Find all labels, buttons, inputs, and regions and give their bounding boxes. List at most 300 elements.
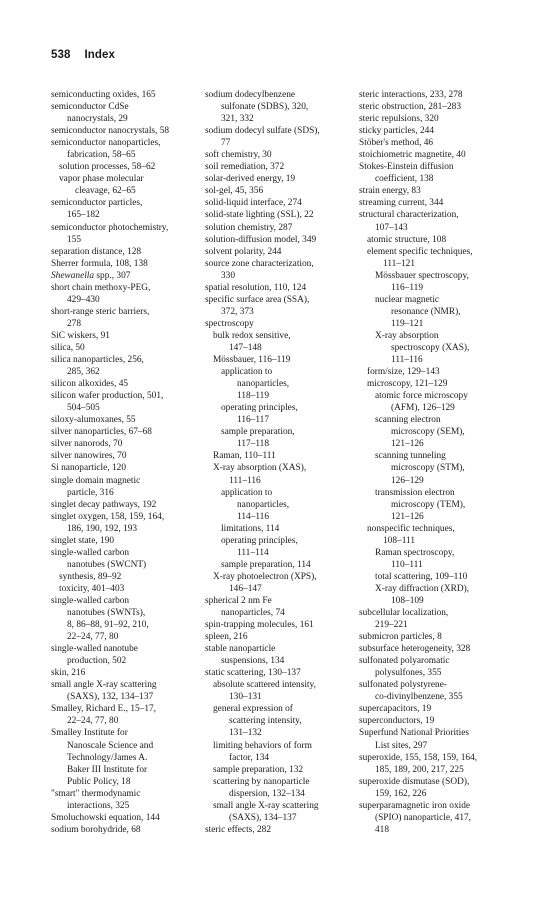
index-term: specific surface area (SSA), bbox=[205, 294, 310, 305]
index-entry bbox=[359, 547, 514, 571]
index-term: spectroscopy bbox=[205, 318, 254, 329]
index-term: Mössbauer spectroscopy, bbox=[375, 270, 469, 281]
index-term: singlet state, 190 bbox=[51, 535, 115, 546]
index-term: Stöber's method, 46 bbox=[359, 138, 434, 149]
index-term: single-walled carbon bbox=[51, 595, 130, 606]
index-term: solid-liquid interface, 274 bbox=[205, 198, 302, 209]
index-entry bbox=[205, 776, 355, 800]
index-term: superoxide, 155, 158, 159, 164, bbox=[359, 752, 478, 763]
index-continuation: 116–117 bbox=[237, 415, 270, 426]
index-continuation: suspensions, 134 bbox=[221, 656, 285, 667]
index-term: supercapacitors, 19 bbox=[359, 704, 432, 715]
index-entry bbox=[359, 571, 514, 583]
index-term: semiconductor nanocrystals, 58 bbox=[51, 126, 170, 137]
index-term: semiconductor photochemistry, bbox=[51, 222, 169, 233]
index-entry bbox=[359, 643, 514, 655]
index-term: soil remediation, 372 bbox=[205, 162, 285, 173]
index-entry bbox=[359, 523, 514, 547]
index-term: solution chemistry, 287 bbox=[205, 222, 293, 233]
index-term: element specific techniques, bbox=[367, 246, 473, 257]
index-entry bbox=[205, 679, 355, 703]
index-entry bbox=[51, 812, 201, 824]
index-entry bbox=[359, 161, 514, 185]
index-term: solvent polarity, 244 bbox=[205, 246, 282, 257]
index-term: silver nanowires, 70 bbox=[51, 451, 127, 462]
index-continuation: dispersion, 132–134 bbox=[229, 788, 305, 799]
index-entry bbox=[51, 595, 201, 643]
index-continuation: 146–147 bbox=[229, 583, 262, 594]
index-entry bbox=[205, 462, 355, 486]
page-title: Index bbox=[84, 49, 116, 61]
index-entry bbox=[359, 607, 514, 631]
index-entry bbox=[51, 583, 201, 595]
index-entry bbox=[359, 776, 514, 800]
index-entry bbox=[51, 643, 201, 667]
index-term: "smart" thermodynamic bbox=[51, 788, 141, 799]
index-continuation: 107–143 bbox=[375, 222, 408, 233]
index-entry bbox=[205, 173, 355, 185]
index-term: steric repulsions, 320 bbox=[359, 114, 439, 125]
index-continuation: microscopy (TEM), bbox=[391, 499, 466, 510]
index-continuation: nanoparticles, bbox=[237, 499, 290, 510]
index-entry bbox=[205, 209, 355, 221]
index-term: solution processes, 58–62 bbox=[59, 162, 156, 173]
index-continuation: 22–24, 77, 80 bbox=[67, 632, 119, 643]
index-term: Si nanoparticle, 120 bbox=[51, 463, 126, 474]
index-entry bbox=[205, 535, 355, 559]
index-entry bbox=[51, 462, 201, 474]
index-term: stable nanoparticle bbox=[205, 644, 276, 655]
index-continuation: nanoparticles, 74 bbox=[221, 608, 285, 619]
index-term: scanning electron bbox=[375, 415, 441, 426]
index-continuation: 418 bbox=[375, 824, 390, 835]
index-term: structural characterization, bbox=[359, 210, 459, 221]
index-term: X-ray diffraction (XRD), bbox=[375, 583, 470, 594]
index-term: steric interactions, 233, 278 bbox=[359, 90, 463, 100]
index-continuation: 278 bbox=[67, 318, 82, 329]
index-continuation: 117–118 bbox=[237, 439, 270, 450]
index-term: siloxy-alumoxanes, 55 bbox=[51, 415, 136, 426]
index-entry bbox=[205, 667, 355, 679]
index-term: application to bbox=[221, 367, 273, 378]
index-entry bbox=[51, 101, 201, 125]
index-entry bbox=[51, 438, 201, 450]
index-entry bbox=[51, 426, 201, 438]
index-entry bbox=[51, 270, 201, 282]
index-term: operating principles, bbox=[221, 403, 298, 414]
index-entry bbox=[205, 125, 355, 149]
page-header bbox=[51, 49, 115, 61]
index-continuation: 108–111 bbox=[383, 535, 416, 546]
index-term: small angle X-ray scattering bbox=[51, 680, 157, 691]
index-entry bbox=[51, 258, 201, 270]
index-entry bbox=[51, 197, 201, 221]
index-entry bbox=[51, 535, 201, 547]
index-term: vapor phase molecular bbox=[59, 174, 144, 185]
index-continuation: coefficient, 138 bbox=[375, 174, 434, 185]
index-continuation: 110–111 bbox=[391, 559, 423, 570]
index-continuation: resonance (NMR), bbox=[391, 306, 461, 317]
index-column-3 bbox=[359, 89, 514, 836]
index-term: nuclear magnetic bbox=[375, 294, 440, 305]
index-entry bbox=[205, 354, 355, 366]
index-continuation: spectroscopy (XAS), bbox=[391, 342, 470, 353]
index-term: small angle X-ray scattering bbox=[213, 800, 319, 811]
index-continuation: 130–131 bbox=[229, 692, 262, 703]
index-entry bbox=[205, 740, 355, 764]
index-term: submicron particles, 8 bbox=[359, 632, 442, 643]
index-entry bbox=[359, 234, 514, 246]
index-continuation: microscopy (SEM), bbox=[391, 427, 465, 438]
index-continuation: 111–116 bbox=[229, 475, 261, 486]
index-continuation: 131–132 bbox=[229, 728, 262, 739]
index-entry bbox=[359, 101, 514, 113]
index-entry bbox=[359, 113, 514, 125]
index-entry bbox=[51, 511, 201, 535]
index-entry bbox=[359, 330, 514, 366]
index-continuation: 77 bbox=[221, 138, 231, 149]
index-continuation: 116–119 bbox=[391, 282, 424, 293]
index-entry bbox=[359, 450, 514, 486]
index-entry bbox=[205, 330, 355, 354]
index-term: source zone characterization, bbox=[205, 258, 314, 269]
index-term: form/size, 129–143 bbox=[367, 367, 440, 378]
index-entry bbox=[205, 246, 355, 258]
index-entry bbox=[359, 703, 514, 715]
index-term: atomic force microscopy bbox=[375, 391, 468, 402]
index-term: sample preparation, bbox=[221, 427, 295, 438]
index-continuation: fabrication, 58–65 bbox=[67, 150, 136, 161]
index-continuation: nanoparticles, bbox=[237, 379, 290, 390]
index-term: microscopy, 121–129 bbox=[367, 379, 448, 390]
index-entry bbox=[359, 390, 514, 414]
index-continuation: 504–505 bbox=[67, 403, 100, 414]
index-entry bbox=[51, 89, 201, 101]
index-term: single-walled carbon bbox=[51, 547, 130, 558]
index-continuation: Public Policy, 18 bbox=[67, 776, 131, 787]
index-term: X-ray absorption (XAS), bbox=[213, 463, 307, 474]
index-term: silicon wafer production, 501, bbox=[51, 391, 164, 402]
index-term: silicon alkoxides, 45 bbox=[51, 379, 129, 390]
index-entry bbox=[51, 137, 201, 161]
index-continuation: 321, 332 bbox=[221, 114, 254, 125]
index-entry bbox=[359, 185, 514, 197]
index-entry bbox=[205, 282, 355, 294]
index-entry bbox=[51, 125, 201, 137]
index-column-1 bbox=[51, 89, 201, 836]
index-term: short chain methoxy-PEG, bbox=[51, 282, 151, 293]
index-term: Superfund National Priorities bbox=[359, 728, 470, 739]
index-continuation: 219–221 bbox=[375, 620, 408, 631]
index-term: superparamagnetic iron oxide bbox=[359, 800, 471, 811]
index-term: skin, 216 bbox=[51, 668, 86, 679]
index-term: silica nanoparticles, 256, bbox=[51, 355, 144, 366]
index-term: limitations, 114 bbox=[221, 523, 280, 534]
index-continuation: Technology/James A. bbox=[67, 752, 148, 763]
index-term: scattering by nanoparticle bbox=[213, 776, 310, 787]
index-entry bbox=[205, 450, 355, 462]
index-continuation: 429–430 bbox=[67, 294, 100, 305]
index-continuation: scattering intensity, bbox=[229, 716, 302, 727]
index-continuation: particle, 316 bbox=[67, 487, 114, 498]
index-entry bbox=[51, 667, 201, 679]
index-continuation: 111–114 bbox=[237, 547, 269, 558]
index-continuation: 119–121 bbox=[391, 318, 424, 329]
index-entry bbox=[205, 523, 355, 535]
index-term: sulfonated polyaromatic bbox=[359, 656, 450, 667]
index-term: semiconductor particles, bbox=[51, 198, 143, 209]
index-term: total scattering, 109–110 bbox=[375, 571, 468, 582]
index-continuation: nanotubes (SWNTs), bbox=[67, 608, 146, 619]
index-entry bbox=[205, 402, 355, 426]
index-entry bbox=[205, 559, 355, 571]
index-term: nonspecific techniques, bbox=[367, 523, 455, 534]
index-term: limiting behaviors of form bbox=[213, 740, 312, 751]
index-entry bbox=[51, 330, 201, 342]
index-term: sticky particles, 244 bbox=[359, 126, 434, 137]
index-entry bbox=[51, 306, 201, 330]
index-column-2 bbox=[205, 89, 355, 836]
index-entry bbox=[359, 655, 514, 679]
index-term: Mössbauer, 116–119 bbox=[213, 355, 291, 366]
index-term: SiC wiskers, 91 bbox=[51, 330, 110, 341]
index-entry bbox=[205, 294, 355, 318]
index-continuation: 121–126 bbox=[391, 439, 424, 450]
index-continuation: (AFM), 126–129 bbox=[391, 403, 455, 414]
index-continuation: 108–109 bbox=[391, 595, 424, 606]
index-continuation: co-divinylbenzene, 355 bbox=[375, 692, 463, 703]
index-entry bbox=[205, 426, 355, 450]
index-entry bbox=[359, 125, 514, 137]
index-entry bbox=[359, 378, 514, 390]
index-term: Shewanella spp., 307 bbox=[51, 270, 131, 281]
index-entry bbox=[51, 354, 201, 378]
index-continuation: 8, 86–88, 91–92, 210, bbox=[67, 620, 149, 631]
index-continuation: (SAXS), 132, 134–137 bbox=[67, 692, 154, 703]
index-term: Raman, 110–111 bbox=[213, 451, 276, 462]
index-entry bbox=[51, 414, 201, 426]
index-term: singlet decay pathways, 192 bbox=[51, 499, 157, 510]
index-entry bbox=[359, 246, 514, 270]
index-continuation: (SAXS), 134–137 bbox=[229, 812, 297, 823]
index-term: Smalley Institute for bbox=[51, 728, 128, 739]
index-continuation: polysulfones, 355 bbox=[375, 668, 442, 679]
index-term: operating principles, bbox=[221, 535, 298, 546]
index-term: silver nanoparticles, 67–68 bbox=[51, 427, 152, 438]
index-term: static scattering, 130–137 bbox=[205, 668, 301, 679]
index-continuation: 285, 362 bbox=[67, 367, 100, 378]
index-entry bbox=[359, 149, 514, 161]
index-entry bbox=[51, 378, 201, 390]
index-entry bbox=[205, 89, 355, 125]
index-entry bbox=[359, 89, 514, 101]
index-entry bbox=[205, 161, 355, 173]
index-term: general expression of bbox=[213, 704, 293, 715]
index-entry bbox=[359, 197, 514, 209]
index-continuation: 22–24, 77, 80 bbox=[67, 716, 119, 727]
index-entry bbox=[205, 619, 355, 631]
index-entry bbox=[51, 499, 201, 511]
index-continuation: 111–116 bbox=[391, 355, 423, 366]
index-entry bbox=[359, 715, 514, 727]
index-term: superoxide dismutase (SOD), bbox=[359, 776, 470, 787]
index-term: transmission electron bbox=[375, 487, 455, 498]
index-entry bbox=[51, 547, 201, 571]
index-entry bbox=[205, 631, 355, 643]
index-entry bbox=[205, 366, 355, 402]
index-entry bbox=[359, 800, 514, 836]
index-term: solid-state lighting (SSL), 22 bbox=[205, 210, 314, 221]
index-entry bbox=[205, 149, 355, 161]
index-entry bbox=[205, 703, 355, 739]
index-term: X-ray photoelectron (XPS), bbox=[213, 571, 317, 582]
index-continuation: 155 bbox=[67, 234, 82, 245]
index-term: subsurface heterogeneity, 328 bbox=[359, 644, 471, 655]
index-continuation: 159, 162, 226 bbox=[375, 788, 427, 799]
index-term: Smoluchowski equation, 144 bbox=[51, 812, 160, 823]
index-term: spleen, 216 bbox=[205, 632, 248, 643]
index-entry bbox=[359, 679, 514, 703]
index-entry bbox=[205, 234, 355, 246]
index-term: Sherrer formula, 108, 138 bbox=[51, 258, 148, 269]
index-continuation: 121–126 bbox=[391, 511, 424, 522]
index-continuation: 118–119 bbox=[237, 391, 270, 402]
index-entry bbox=[51, 727, 201, 787]
index-entry bbox=[205, 764, 355, 776]
index-entry bbox=[205, 222, 355, 234]
index-term: absolute scattered intensity, bbox=[213, 680, 316, 691]
index-continuation: 111–121 bbox=[383, 258, 416, 269]
index-entry bbox=[359, 209, 514, 233]
index-entry bbox=[205, 800, 355, 824]
index-entry bbox=[205, 643, 355, 667]
index-entry bbox=[51, 390, 201, 414]
index-continuation: (SPIO) nanoparticle, 417, bbox=[375, 812, 472, 823]
index-term: toxicity, 401–403 bbox=[59, 583, 125, 594]
index-continuation: 165–182 bbox=[67, 210, 100, 221]
index-entry bbox=[359, 727, 514, 751]
index-continuation: sulfonate (SDBS), 320, bbox=[221, 102, 309, 113]
index-term: sodium dodecylbenzene bbox=[205, 90, 296, 100]
index-entry bbox=[359, 366, 514, 378]
index-entry bbox=[205, 824, 355, 836]
index-term: scanning tunneling bbox=[375, 451, 446, 462]
index-continuation: Baker III Institute for bbox=[67, 764, 148, 775]
index-entry bbox=[205, 595, 355, 619]
index-continuation: 185, 189, 200, 217, 225 bbox=[375, 764, 464, 775]
index-term: single-walled nanotube bbox=[51, 644, 138, 655]
index-term: spatial resolution, 110, 124 bbox=[205, 282, 307, 293]
page-number: 538 bbox=[51, 49, 71, 61]
index-entry bbox=[205, 258, 355, 282]
index-term: solution-diffusion model, 349 bbox=[205, 234, 317, 245]
index-continuation: 126–129 bbox=[391, 475, 424, 486]
index-term: steric obstruction, 281–283 bbox=[359, 102, 461, 113]
index-entry bbox=[359, 631, 514, 643]
index-continuation: List sites, 297 bbox=[375, 740, 428, 751]
index-continuation: microscopy (STM), bbox=[391, 463, 465, 474]
index-entry bbox=[51, 173, 201, 197]
index-term: sample preparation, 132 bbox=[213, 764, 304, 775]
index-continuation: nanotubes (SWCNT) bbox=[67, 559, 147, 570]
index-term: synthesis, 89–92 bbox=[59, 571, 122, 582]
index-continuation: 186, 190, 192, 193 bbox=[67, 523, 138, 534]
index-term: sodium dodecyl sulfate (SDS), bbox=[205, 126, 320, 137]
index-continuation: factor, 134 bbox=[229, 752, 270, 763]
index-continuation: production, 502 bbox=[67, 656, 127, 667]
index-entry bbox=[51, 282, 201, 306]
index-continuation: interactions, 325 bbox=[67, 800, 130, 811]
index-continuation: Nanoscale Science and bbox=[67, 740, 154, 751]
index-entry bbox=[359, 137, 514, 149]
index-term: sulfonated polystyrene- bbox=[359, 680, 447, 691]
index-term: silver nanorods, 70 bbox=[51, 439, 123, 450]
index-entry bbox=[205, 318, 355, 330]
index-term: spherical 2 nm Fe bbox=[205, 595, 272, 606]
index-entry bbox=[51, 342, 201, 354]
index-term: subcellular localization, bbox=[359, 608, 449, 619]
index-term: superconductors, 19 bbox=[359, 716, 435, 727]
index-entry bbox=[51, 475, 201, 499]
index-entry bbox=[359, 752, 514, 776]
index-entry bbox=[51, 824, 201, 836]
index-continuation: 114–116 bbox=[237, 511, 270, 522]
index-term: sample preparation, 114 bbox=[221, 559, 311, 570]
index-term: solar-derived energy, 19 bbox=[205, 174, 296, 185]
index-term: silica, 50 bbox=[51, 342, 85, 353]
index-entry bbox=[359, 270, 514, 294]
index-term: semiconductor nanoparticles, bbox=[51, 138, 161, 149]
index-entry bbox=[51, 222, 201, 246]
index-term: semiconducting oxides, 165 bbox=[51, 90, 156, 100]
index-entry bbox=[205, 185, 355, 197]
index-entry bbox=[51, 571, 201, 583]
index-entry bbox=[51, 679, 201, 703]
index-continuation: nanocrystals, 29 bbox=[67, 114, 128, 125]
index-term: singlet oxygen, 158, 159, 164, bbox=[51, 511, 165, 522]
index-term: X-ray absorption bbox=[375, 330, 439, 341]
index-term: spin-trapping molecules, 161 bbox=[205, 620, 314, 631]
index-entry bbox=[205, 487, 355, 523]
index-continuation: cleavage, 62–65 bbox=[75, 186, 136, 197]
index-term: stoichiometric magnetite, 40 bbox=[359, 150, 466, 161]
index-continuation: 330 bbox=[221, 270, 236, 281]
index-entry bbox=[51, 788, 201, 812]
index-term: sodium borohydride, 68 bbox=[51, 824, 141, 835]
index-term: strain energy, 83 bbox=[359, 186, 421, 197]
index-term: semiconductor CdSe bbox=[51, 102, 129, 113]
index-continuation: 147–148 bbox=[229, 342, 262, 353]
index-entry bbox=[205, 197, 355, 209]
index-term: Stokes-Einstein diffusion bbox=[359, 162, 454, 173]
index-term: short-range steric barriers, bbox=[51, 306, 150, 317]
index-continuation: 372, 373 bbox=[221, 306, 254, 317]
index-term: Smalley, Richard E., 15–17, bbox=[51, 704, 157, 715]
index-term: streaming current, 344 bbox=[359, 198, 444, 209]
index-term: atomic structure, 108 bbox=[367, 234, 447, 245]
index-entry bbox=[359, 414, 514, 450]
index-entry bbox=[359, 294, 514, 330]
index-entry bbox=[51, 246, 201, 258]
index-entry bbox=[359, 487, 514, 523]
index-entry bbox=[359, 583, 514, 607]
index-entry bbox=[51, 703, 201, 727]
index-term: single domain magnetic bbox=[51, 475, 141, 486]
index-term: separation distance, 128 bbox=[51, 246, 142, 257]
index-entry bbox=[51, 450, 201, 462]
index-term: soft chemistry, 30 bbox=[205, 150, 272, 161]
index-term: steric effects, 282 bbox=[205, 824, 271, 835]
